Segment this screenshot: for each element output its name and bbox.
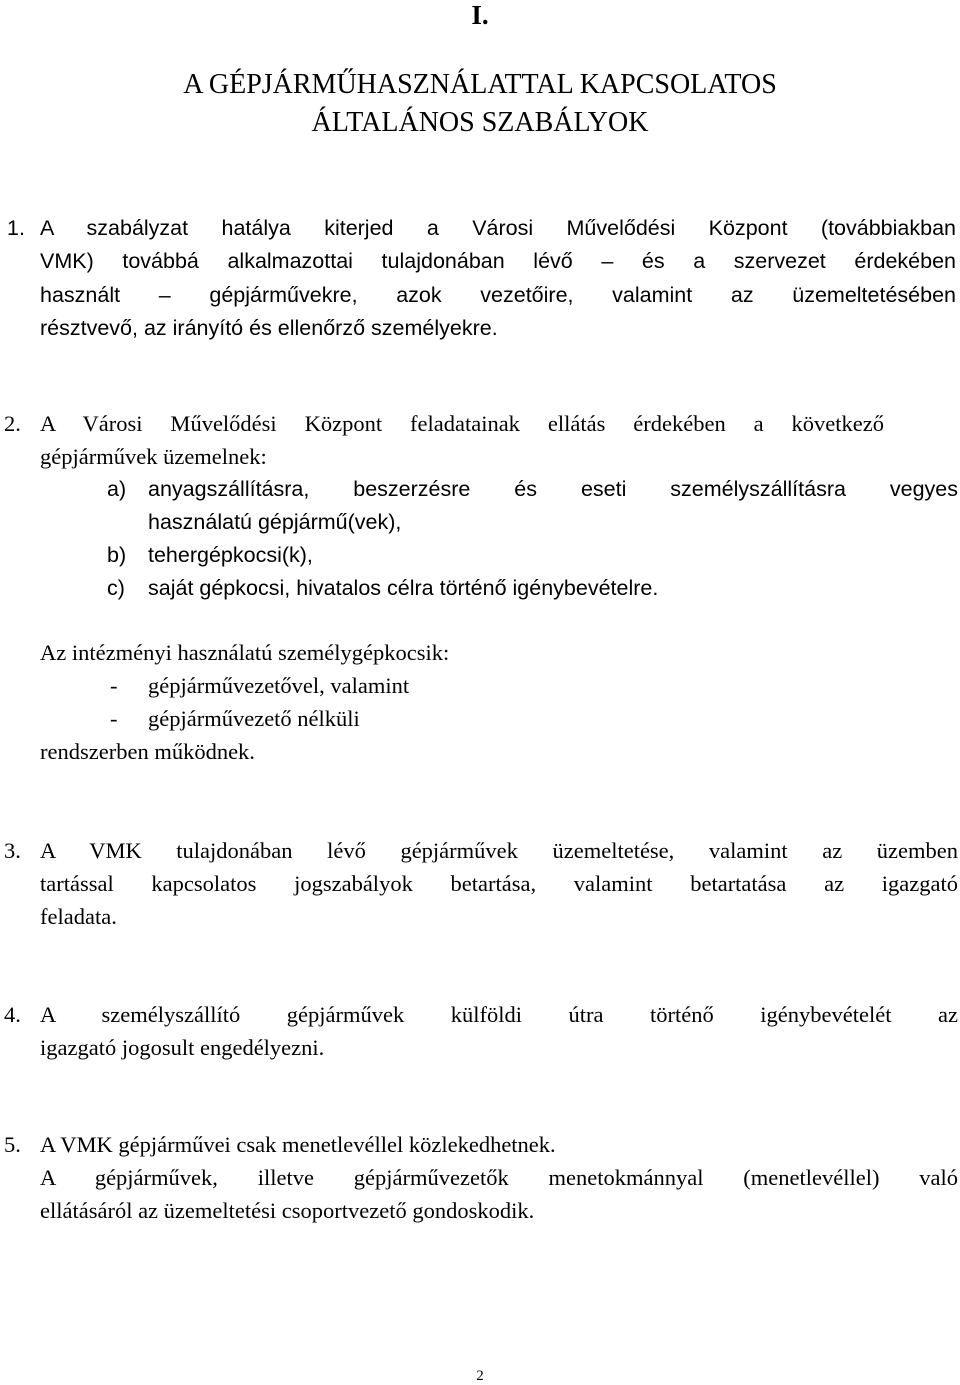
section-3-line-3: feladata.: [40, 904, 117, 929]
page-title-line-2: ÁLTALÁNOS SZABÁLYOK: [311, 107, 649, 138]
usage-option-1: gépjárművezetővel, valamint: [148, 673, 410, 698]
section-4-line-2: igazgató jogosult engedélyezni.: [40, 1035, 325, 1060]
list-item-a-line-1: anyagszállításra, beszerzésre és eseti személyszállításra vegyes: [148, 477, 958, 501]
section-5-line-3: ellátásáról az üzemeltetési csoportvezető gondoskodik.: [40, 1198, 535, 1223]
section-1-line-3: használt – gépjárművekre, azok vezetőire, valamint az üzemeltetésében: [40, 283, 956, 307]
section-1-line-1: A szabályzat hatálya kiterjed a Városi Művelődési Központ (továbbiakban: [40, 216, 956, 240]
section-3-line-1: A VMK tulajdonában lévő gépjárművek üzemeltetése, valamint az üzemben: [40, 838, 958, 863]
section-2-line-1: A Városi Művelődési Központ feladatainak ellátás érdekében a következő: [40, 411, 884, 436]
section-4-line-1: A személyszállító gépjárművek külföldi útra történő igénybevételét az: [40, 1002, 958, 1027]
list-item-a-line-2: használatú gépjármű(vek),: [148, 510, 402, 534]
list-marker-c: c): [107, 576, 125, 600]
section-1-line-2: VMK) továbbá alkalmazottai tulajdonában lévő – és a szervezet érdekében: [40, 249, 956, 273]
section-1-line-4: résztvevő, az irányító és ellenőrző személyekre.: [40, 316, 498, 340]
list-marker-b: b): [107, 543, 127, 567]
usage-intro: Az intézményi használatú személygépkocsik:: [40, 640, 450, 665]
page-title-line-1: A GÉPJÁRMŰHASZNÁLATTAL KAPCSOLATOS: [183, 69, 777, 100]
list-item-b: tehergépkocsi(k),: [148, 543, 313, 567]
section-2-number: 2.: [4, 411, 21, 436]
list-marker-a: a): [107, 477, 127, 501]
usage-dash-1: -: [110, 673, 118, 698]
chapter-number: I.: [471, 0, 489, 30]
section-2-line-2: gépjárművek üzemelnek:: [40, 444, 267, 469]
section-5-number: 5.: [4, 1132, 21, 1157]
section-3-number: 3.: [4, 838, 21, 863]
usage-option-2: gépjárművezető nélküli: [148, 706, 360, 731]
section-3-line-2: tartással kapcsolatos jogszabályok betartása, valamint betartatása az igazgató: [40, 871, 958, 896]
usage-closing: rendszerben működnek.: [40, 739, 255, 764]
page-number: 2: [476, 1368, 484, 1384]
section-5-line-1: A VMK gépjárművei csak menetlevéllel közlekedhetnek.: [40, 1132, 556, 1157]
list-item-c: saját gépkocsi, hivatalos célra történő igénybevételre.: [148, 576, 659, 600]
usage-dash-2: -: [110, 706, 118, 731]
section-4-number: 4.: [4, 1002, 21, 1027]
section-5-line-2: A gépjárművek, illetve gépjárművezetők menetokmánnyal (menetlevéllel) való: [40, 1165, 958, 1190]
section-1-number: 1.: [7, 216, 25, 240]
